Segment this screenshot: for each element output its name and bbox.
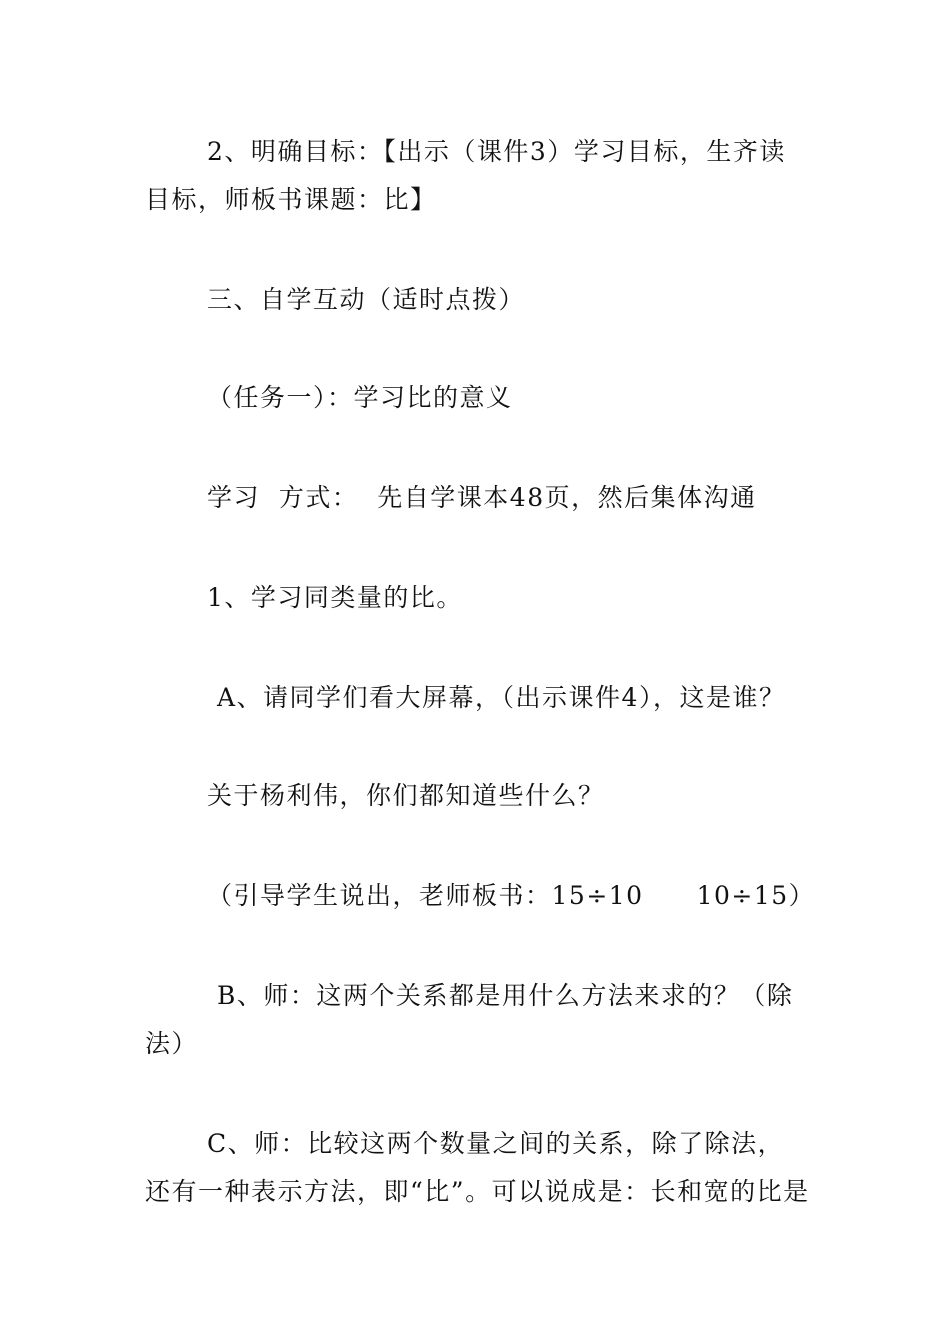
- paragraph-step-b: B、师：这两个关系都是用什么方法来求的？（除法）: [145, 981, 794, 1058]
- paragraph-task-one: （任务一）：学习比的意义: [207, 383, 513, 412]
- paragraph-step-a: A、请同学们看大屏幕，（出示课件4），这是谁？: [217, 683, 786, 712]
- paragraph-same-quantity-ratio: 1、学习同类量的比。: [207, 583, 463, 612]
- paragraph-board-notes: （引导学生说出，老师板书：15÷10 10÷15）: [207, 881, 816, 910]
- paragraph-learning-method: 学习 方式： 先自学课本48页，然后集体沟通: [207, 483, 757, 512]
- paragraph-section-three: 三、自学互动（适时点拨）: [207, 285, 526, 314]
- paragraph-step-c: C、师：比较这两个数量之间的关系，除了除法，还有一种表示方法，即“比”。可以说成是：长和宽的比是: [145, 1129, 810, 1206]
- paragraph-objectives: 2、明确目标：【出示（课件3）学习目标，生齐读目标，师板书课题：比】: [145, 137, 786, 214]
- paragraph-about-yang-liwei: 关于杨利伟，你们都知道些什么？: [207, 781, 605, 810]
